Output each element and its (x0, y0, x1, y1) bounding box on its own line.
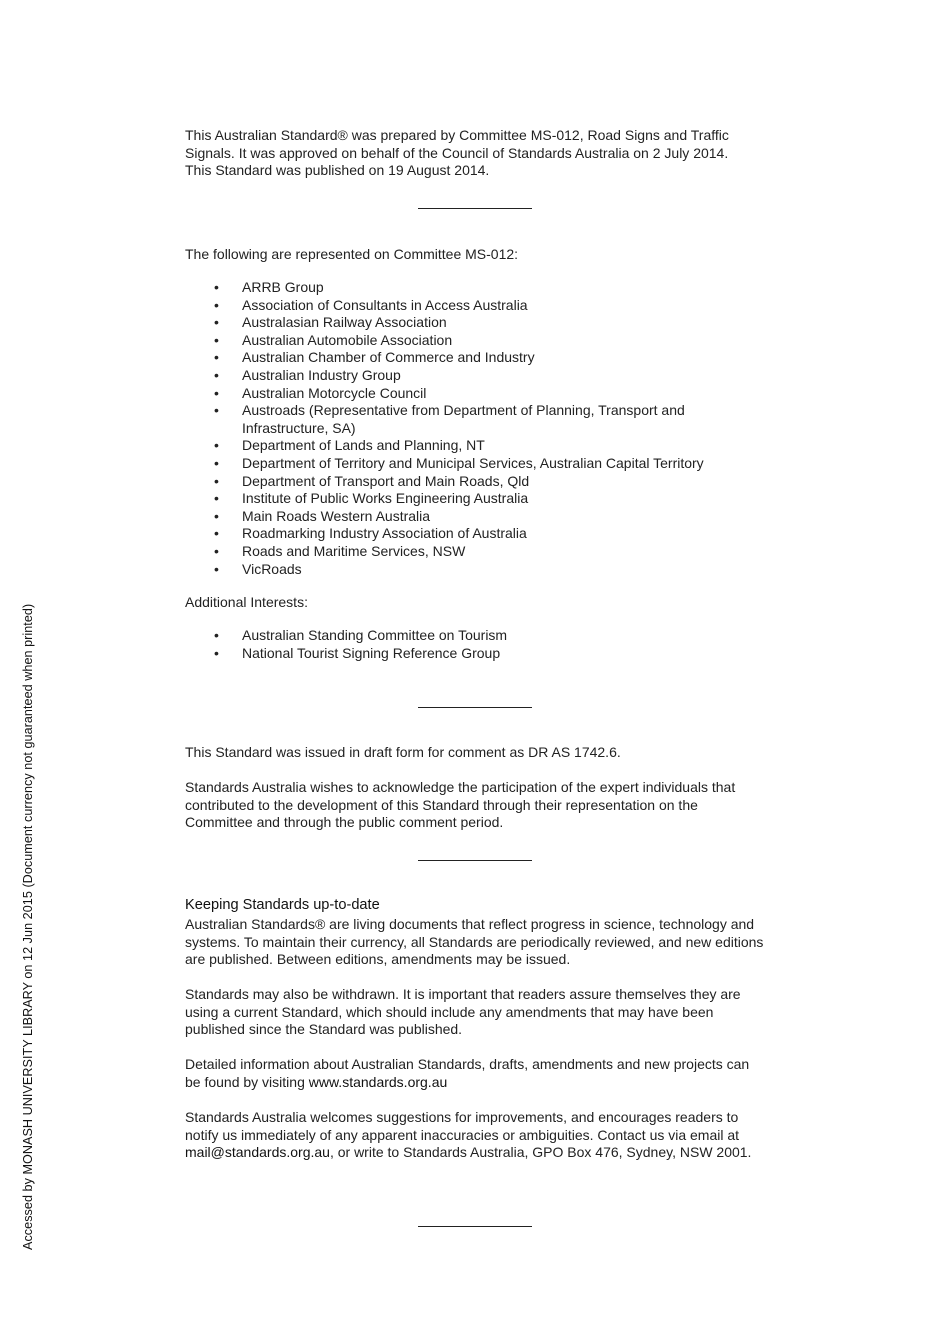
access-watermark: Accessed by MONASH UNIVERSITY LIBRARY on 12 Jun 2015 (Document currency not guaranteed when printed) (21, 603, 35, 1250)
committee-member (185, 561, 775, 579)
bullet-icon: • (214, 644, 219, 661)
bullet-icon: • (214, 296, 219, 313)
additional-interest-label: Australian Standing Committee on Tourism (242, 627, 508, 643)
committee-member (185, 314, 775, 332)
additional-interest (185, 645, 775, 663)
committee-member (185, 508, 775, 526)
bullet-icon: • (214, 279, 219, 295)
committee-member (185, 385, 775, 403)
section-divider (418, 860, 532, 861)
suggestions-paragraph (185, 1109, 775, 1162)
bullet-icon: • (214, 472, 219, 489)
paragraph-line: Standards Australia welcomes suggestions for improvements, and encourages readers to (185, 1109, 739, 1125)
paragraph-line (185, 1144, 775, 1162)
committee-member (185, 402, 775, 437)
acknowledgement-line: contributed to the development of this Standard through their representation on the (185, 796, 698, 813)
committee-member (185, 543, 775, 561)
committee-member-label: Institute of Public Works Engineering Australia (242, 490, 529, 507)
paragraph-line: notify us immediately of any apparent inaccuracies or ambiguities. Contact us via email at (185, 1126, 740, 1143)
committee-member-label: ARRB Group (242, 279, 324, 295)
paragraph-text: , or write to Standards Australia, GPO Box 476, Sydney, NSW 2001. (329, 1144, 752, 1161)
committee-member (185, 490, 775, 508)
section-divider (418, 208, 532, 209)
bullet-icon: • (214, 331, 219, 348)
email-link[interactable]: mail@standards.org.au (185, 1144, 330, 1161)
committee-member-label: Department of Lands and Planning, NT (242, 437, 485, 454)
keeping-up-to-date-heading: Keeping Standards up-to-date (185, 897, 380, 913)
committee-member-label: Department of Transport and Main Roads, Qld (242, 472, 530, 489)
acknowledgement-line: Committee and through the public comment period. (185, 814, 504, 831)
bullet-icon: • (214, 507, 219, 524)
committee-member (185, 437, 775, 455)
detailed-info-paragraph (185, 1056, 775, 1091)
paragraph-line: Australian Standards® are living documents that reflect progress in science, technology and (185, 916, 755, 932)
bullet-icon: • (214, 560, 219, 577)
bullet-icon: • (214, 490, 219, 507)
withdrawn-paragraph (185, 986, 775, 1039)
committee-member (185, 279, 775, 297)
section-divider (418, 707, 532, 708)
committee-member-list (185, 279, 775, 578)
draft-note: This Standard was issued in draft form for comment as DR AS 1742.6. (185, 744, 621, 760)
bullet-icon: • (214, 627, 219, 643)
committee-member-label: Australasian Railway Association (242, 314, 447, 331)
committee-member-label: Australian Chamber of Commerce and Industry (242, 349, 535, 366)
additional-interests-label: Additional Interests: (185, 594, 308, 610)
committee-member (185, 349, 775, 367)
additional-interests-list (185, 627, 775, 662)
committee-member (185, 473, 775, 491)
represented-intro: The following are represented on Committee MS-012: (185, 246, 519, 262)
additional-interest-label: National Tourist Signing Reference Group (242, 644, 501, 661)
bullet-icon: • (214, 454, 219, 471)
bullet-icon: • (214, 437, 219, 454)
committee-member (185, 455, 775, 473)
bullet-icon: • (214, 349, 219, 366)
paragraph-line: published since the Standard was published. (185, 1021, 463, 1038)
bullet-icon: • (214, 366, 219, 383)
committee-member (185, 367, 775, 385)
additional-interest (185, 627, 775, 645)
website-link[interactable]: www.standards.org.au (308, 1073, 448, 1090)
bullet-icon: • (214, 542, 219, 559)
committee-member-label: Roads and Maritime Services, NSW (242, 542, 466, 559)
paragraph-line (185, 1074, 775, 1092)
committee-member-label: Roadmarking Industry Association of Australia (242, 525, 527, 542)
committee-member (185, 332, 775, 350)
committee-member (185, 297, 775, 315)
prepared-statement (185, 127, 775, 180)
prepared-line: Signals. It was approved on behalf of the Council of Standards Australia on 2 July 2014. (185, 144, 729, 161)
committee-member-label: Australian Industry Group (242, 366, 401, 383)
paragraph-text: be found by visiting (185, 1073, 309, 1090)
acknowledgement-paragraph (185, 779, 775, 832)
committee-member-label: Association of Consultants in Access Australia (242, 296, 528, 313)
committee-member-label: Austroads (Representative from Department of Planning, Transport and Infrastructure, SA) (242, 402, 685, 436)
section-divider (418, 1226, 532, 1227)
committee-member-label: Department of Territory and Municipal Services, Australian Capital Territory (242, 454, 704, 471)
bullet-icon: • (214, 525, 219, 542)
bullet-icon: • (214, 384, 219, 401)
paragraph-line: are published. Between editions, amendments may be issued. (185, 951, 571, 968)
committee-member-label: VicRoads (242, 560, 302, 577)
paragraph-line: systems. To maintain their currency, all Standards are periodically reviewed, and new editions (185, 933, 764, 950)
bullet-icon: • (214, 314, 219, 331)
committee-member-label: Main Roads Western Australia (242, 507, 431, 524)
acknowledgement-line: Standards Australia wishes to acknowledge the participation of the expert individuals that (185, 779, 736, 795)
living-documents-paragraph (185, 916, 775, 969)
prepared-line: This Australian Standard® was prepared by Committee MS-012, Road Signs and Traffic (185, 127, 729, 143)
committee-member-label: Australian Motorcycle Council (242, 384, 427, 401)
committee-member-label: Australian Automobile Association (242, 331, 453, 348)
committee-member (185, 525, 775, 543)
bullet-icon: • (214, 402, 219, 419)
paragraph-line: Standards may also be withdrawn. It is important that readers assure themselves they are (185, 986, 741, 1002)
paragraph-line: using a current Standard, which should include any amendments that may have been (185, 1003, 714, 1020)
prepared-line: This Standard was published on 19 August 2014. (185, 162, 490, 179)
paragraph-line: Detailed information about Australian Standards, drafts, amendments and new projects can (185, 1056, 750, 1072)
